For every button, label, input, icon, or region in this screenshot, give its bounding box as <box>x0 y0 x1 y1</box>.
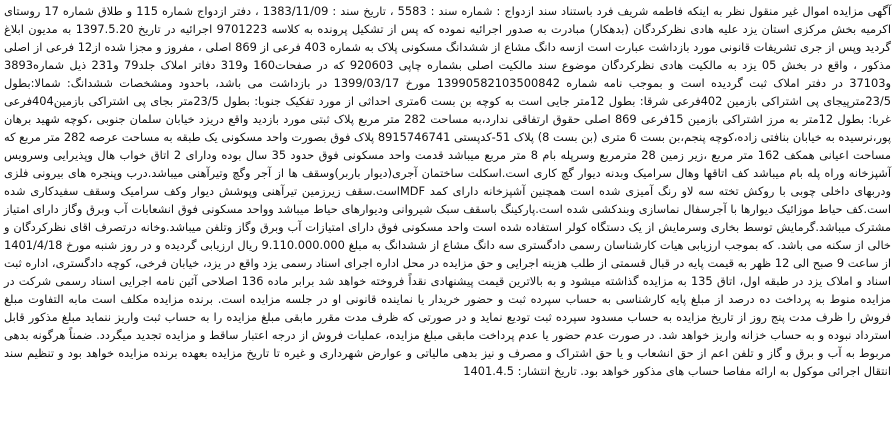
auction-notice-text: آگهی مزایده اموال غیر منقول نظر به اینکه فاطمه شریف فرد باستناد سند ازدواج : شماره سند : 5583 ، تاریخ سند : 1383/11/09 ، دفتر ازدواج شماره 115 و طلاق شماره 17 روستای اکرمیه بخش مرکزی استان یزد علیه هادی نظرکردگان (بدهکار) مبادرت به صدور اجرائیه نموده که پس از تشکیل پرونده به کلاسه 9701223 اجرائیه در تاریخ 1397.5.20 به مدیون ابلاغ گردید وپس از جری تشریفات قانونی مورد بازداشت عبارت است ازسه دانگ مشاع از ششدانگ مسکونی پلاک به شماره 403 فرعی از 869 اصلی ، مفروز و مجزا شده از12 فرعی از اصلی مذکور ، واقع در بخش 05 یزد به مالکیت هادی نظرکردگان موضوع سند مالکیت اصلی بشماره چاپی 920603 که در صفحات160 و319 دفاتر املاک جلد79 و231 ذیل شماره3893 و37103 در دفتر املاک ثبت گردیده است و بموجب نامه شماره 13990582103500842 مورخ 1399/03/17 در بازداشت می باشد، باحدود ومشخصات ششدانگ: شمالا:بطول 23/5مترپیجای پی اشتراکی بازمین 402فرعی شرقا: بطول 12متر جایی است به کوچه بن بست 6متری احداثی از مورد تفکیک جنوبا: بطول 23/5متر بجای پی اشتراکی بازمین404فرعی غربا: بطول 12متر به مرز اشتراکی بازمین 15فرعی 869 اصلی حقوق ارتفاقی ندارد،به مساحت 282 متر مربع پلاک ثبتی مورد بازدید واقع دریزد خیابان سلمان جنوبی ،کوچه شهید برهان پور،نرسیده به خیابان بنافتی زاده،کوچه پنجم،بن بست 6 متری (بن بست 8) پلاک 51-کدپستی 8915746741 پلاک فوق بصورت واحد مسکونی یک طبقه به مساحت عرصه 282 متر مربع که مساحت اعیانی همکف 162 متر مربع ،زیر زمین 28 مترمربع وسرپله بام 8 متر مربع میباشد قدمت واحد مسکونی فوق حدود 35 سال بوده ودارای 2 اتاق خواب هال وپذیرایی وسرویس آشپزخانه وراه پله بام میباشد کف اتاقها وهال سرامیک وبدنه دیوار گچ کاری است.اسکلت ساختمان آجری(دیوار باربر)وسقف ها از آجر وگچ وتیرآهنی میباشد.درب وپنجره های بیرونی فلزی ودربهای داخلی چوبی با روکش تخته سه لاو رنگ آمیزی شده است همچنین آشپزخانه دارای کمد MDFاست.سقف زیرزمین تیرآهنی وپوشش دیوار وکف سرامیک وسقف سفیدکاری شده است.کف حیاط موزائیک دیوارها با آجرسفال نماسازی وبندکشی شده است.پارکینگ باسقف سبک شیروانی ودیوارهای حیاط میباشد وواحد مسکونی فوق انشعابات آب وبرق وگاز دارای امتیاز مشترک میباشد.گرمایش توسط بخاری وسرمایش از یک دستگاه کولر استفاده شده است واحد مسکونی فوق دارای امتیازات آب وبرق وگاز وتلفن میباشد.وخانه درتصرف اقای نظرکردگان و خالی از سکنه می باشد. که بموجب ارزیابی هیات کارشناسان رسمی دادگستری سه دانگ مشاع از ششدانگ به مبلغ 9.110.000.000 ریال ارزیابی گردیده و در روز شنبه مورخ 1401/4/18 از ساعت 9 صبح الی 12 ظهر به قیمت پایه در قبال قسمتی از طلب هزینه اجرایی و حق مزایده در محل اداره اجرای اسناد رسمی یزد واقع در یزد، خیابان فرخی، کوچه دادگستری، اداره ثبت اسناد و املاک یزد در طبقه اول، اتاق 135 به مزایده گذاشته میشود و به بالاترین قیمت پیشنهادی نقداً فروخته خواهد شد برابر ماده 136 اصلاحی آئین نامه اجرایی اسناد رسمی شرکت در مزایده منوط به پرداخت ده درصد از مبلغ پایه کارشناسی به حساب سپرده ثبت و حضور خریدار یا نماینده قانونی او در جلسه مزایده است. برنده مزایده مکلف است مابه التفاوت مبلغ فروش را ظرف مدت پنج روز از تاریخ مزایده به حساب مسدود سپرده ثبت تودیع نماید و در صورتی که ظرف مدت مقرر مابقی مبلغ مزایده را به حساب ثبت واریز ننماید مبلغ مذکور قابل استرداد نبوده و به حساب خزانه واریز خواهد شد. در صورت عدم حضور یا عدم پرداخت مابقی مبلغ مزایده، عملیات فروش از درجه اعتبار ساقط و مزایده تجدید میگردد. ضمناً هرگونه بدهی مربوط به آب و برق و گاز و تلفن اعم از حق انشعاب و یا حق اشتراک و مصرف و نیز بدهی مالیاتی و عوارض شهرداری و غیره تا تاریخ مزایده بعهده برنده مزایده خواهد بود و تنظیم سند انتقال اجرائی موکول به ارائه مفاصا حساب های مذکور خواهد بود. تاریخ انتشار: 1401.4.5 <box>4 4 892 378</box>
